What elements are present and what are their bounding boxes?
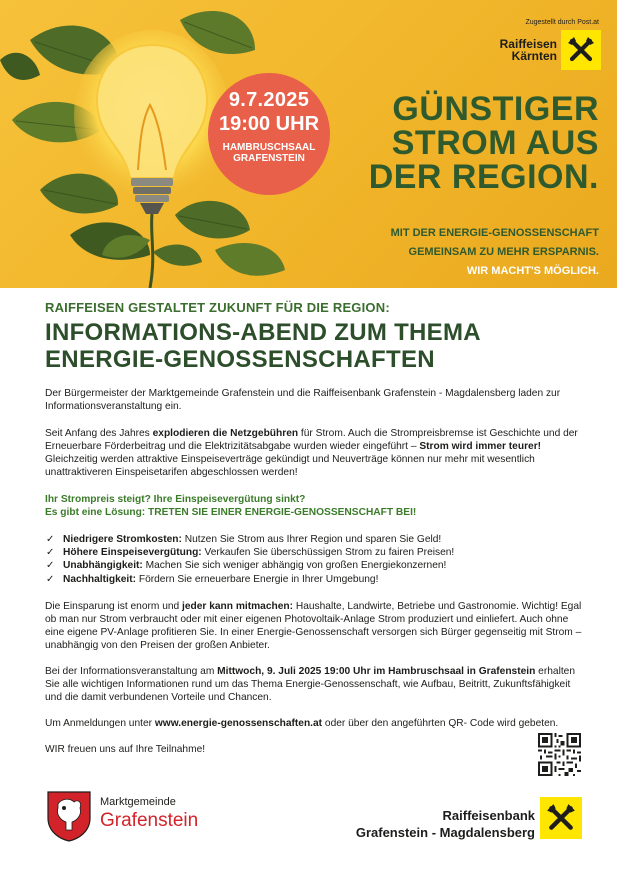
hero-headline bbox=[299, 92, 599, 194]
check-icon: ✓ bbox=[46, 547, 55, 559]
benefit-text: Nutzen Sie Strom aus Ihrer Region und sparen Sie Geld! bbox=[181, 534, 442, 545]
grafenstein-wordmark: Grafenstein bbox=[100, 810, 199, 831]
closing-line: WIR freuen uns auf Ihre Teilnahme! bbox=[45, 743, 206, 755]
p2-a: Seit Anfang des Jahres bbox=[45, 428, 153, 439]
badge-time: 19:00 UHR bbox=[218, 113, 320, 135]
subline-3 bbox=[299, 262, 599, 281]
benefit-label: Niedrigere Stromkosten: bbox=[63, 534, 182, 545]
p5-a: Bei der Informationsveranstaltung am bbox=[45, 665, 218, 677]
subline-1: MIT DER ENERGIE-GENOSSENSCHAFT bbox=[390, 227, 599, 239]
logo-line-raiffeisen: Raiffeisen bbox=[499, 37, 557, 51]
badge-date: 9.7.2025 bbox=[228, 89, 310, 111]
hero-subline bbox=[299, 224, 599, 281]
rb-bottom-line-1: Raiffeisenbank bbox=[442, 808, 535, 823]
question-block bbox=[45, 493, 585, 519]
p4-b: jeder kann mitmachen: bbox=[182, 600, 294, 612]
check-icon: ✓ bbox=[46, 573, 55, 585]
benefit-label: Unabhängigkeit: bbox=[63, 560, 143, 572]
costs-paragraph bbox=[45, 427, 585, 479]
benefit-label: Nachhaltigkeit: bbox=[63, 573, 137, 585]
raiffeisen-gable-cross-icon bbox=[540, 797, 582, 839]
page-title bbox=[45, 319, 585, 373]
title-line-2: ENERGIE-GENOSSENSCHAFTEN bbox=[45, 346, 435, 373]
p2-b: explodieren die Netzgebühren bbox=[152, 428, 299, 439]
check-icon: ✓ bbox=[46, 534, 55, 545]
p4-a: Die Einsparung ist enorm und bbox=[45, 600, 183, 612]
delivered-by-note: Zugestellt durch Post.at bbox=[525, 19, 599, 26]
savings-paragraph bbox=[45, 600, 585, 652]
kicker-heading: RAIFFEISEN GESTALTET ZUKUNFT FÜR DIE REGION: bbox=[45, 300, 390, 315]
qr-code[interactable] bbox=[538, 733, 581, 776]
title-line-1: INFORMATIONS-ABEND ZUM THEMA bbox=[45, 319, 481, 346]
list-item bbox=[45, 573, 585, 586]
headline-line-1: GÜNSTIGER bbox=[392, 90, 599, 128]
main-content bbox=[45, 300, 585, 756]
raiffeisen-kaernten-logo bbox=[483, 30, 601, 70]
headline-line-2: STROM AUS bbox=[391, 124, 599, 162]
p2-e: Gleichzeitig werden attraktive Einspeiseverträge gekündigt und Neuverträge können nur mehr mit wesentlich unattraktiveren Einspeisetarifen abgeschlossen werden! bbox=[45, 454, 535, 478]
check-icon: ✓ bbox=[46, 560, 55, 572]
p6-c: oder über den angeführten QR- Code wird gebeten. bbox=[322, 717, 559, 729]
benefit-label: Höhere Einspeisevergütung: bbox=[63, 547, 202, 559]
question-line-2: Es gibt eine Lösung: TRETEN SIE EINER ENERGIE-GENOSSENSCHAFT BEI! bbox=[45, 507, 417, 518]
p2-c: für Strom. Auch die Strompreisbremse ist Geschichte und der Erneuerbare Förderbeitrag und die Elektrizitätsabgabe wurden wieder eingeführt – bbox=[45, 428, 578, 452]
logo-line-kaernten: Kärnten bbox=[511, 49, 557, 63]
rb-bottom-line-2: Grafenstein - Magdalensberg bbox=[355, 825, 535, 840]
registration-link[interactable]: www.energie-genossenschaften.at bbox=[154, 717, 323, 729]
registration-paragraph bbox=[45, 717, 585, 730]
raiffeisen-kaernten-wordmark bbox=[483, 38, 557, 62]
benefit-text: Fördern Sie erneuerbare Energie in Ihrer Umgebung! bbox=[136, 573, 379, 585]
list-item bbox=[45, 559, 585, 572]
p4-c: Haushalte, Landwirte, Betriebe und Gastronomie. Wichtig! Egal ob man nur Strom verbraucht oder mit einer eigenen Photovoltaik-Anlage Strom produziert und einliefert. Auch ohne eine eigene PV-Anlage profitieren Sie. In einer Energie-Genossenschaft versorgen sich Bürger gegenseitig mit Strom – unabhängig von den Preisen der großen Anbieter. bbox=[45, 600, 582, 651]
badge-venue-line1: HAMBRUSCHSAAL bbox=[222, 142, 316, 153]
list-item bbox=[45, 546, 585, 559]
raiffeisenbank-wordmark bbox=[356, 807, 535, 841]
p2-d: Strom wird immer teurer! bbox=[419, 441, 542, 452]
event-paragraph bbox=[45, 665, 585, 704]
p6-a: Um Anmeldungen unter bbox=[45, 717, 155, 729]
list-item bbox=[45, 533, 585, 546]
intro-paragraph: Der Bürgermeister der Marktgemeinde Grafenstein und die Raiffeisenbank Grafenstein - Magdalensberg laden zur Informationsveranstaltung ein. bbox=[45, 388, 561, 412]
subline-2: GEMEINSAM ZU MEHR ERSPARNIS. bbox=[408, 246, 599, 258]
hero-banner bbox=[0, 0, 617, 288]
headline-line-3: DER REGION. bbox=[368, 158, 599, 196]
question-line-1: Ihr Strompreis steigt? Ihre Einspeisevergütung sinkt? bbox=[45, 494, 306, 505]
benefit-text: Machen Sie sich weniger abhängig von großen Energiekonzernen! bbox=[142, 560, 447, 572]
raiffeisen-gable-cross-icon bbox=[561, 30, 601, 70]
p5-c: erhalten Sie alle wichtigen Informationen rund um das Thema Energie-Genossenschaft, wie Aufbau, Beitritt, Zukunftsfähigkeit und die damit verbundenen Vorteile und Chancen. bbox=[45, 665, 575, 703]
benefits-list bbox=[45, 533, 585, 586]
subline-wir: WIR bbox=[466, 265, 489, 277]
benefit-text: Verkaufen Sie überschüssigen Strom zu fairen Preisen! bbox=[201, 547, 455, 559]
subline-3-rest: MACHT'S MÖGLICH. bbox=[488, 265, 599, 277]
marktgemeinde-label: Marktgemeinde bbox=[100, 796, 176, 808]
p5-b: Mittwoch, 9. Juli 2025 19:00 Uhr im Hambruschsaal in Grafenstein bbox=[217, 665, 536, 677]
grafenstein-coat-of-arms bbox=[46, 790, 92, 842]
badge-venue-line2: GRAFENSTEIN bbox=[233, 153, 305, 164]
